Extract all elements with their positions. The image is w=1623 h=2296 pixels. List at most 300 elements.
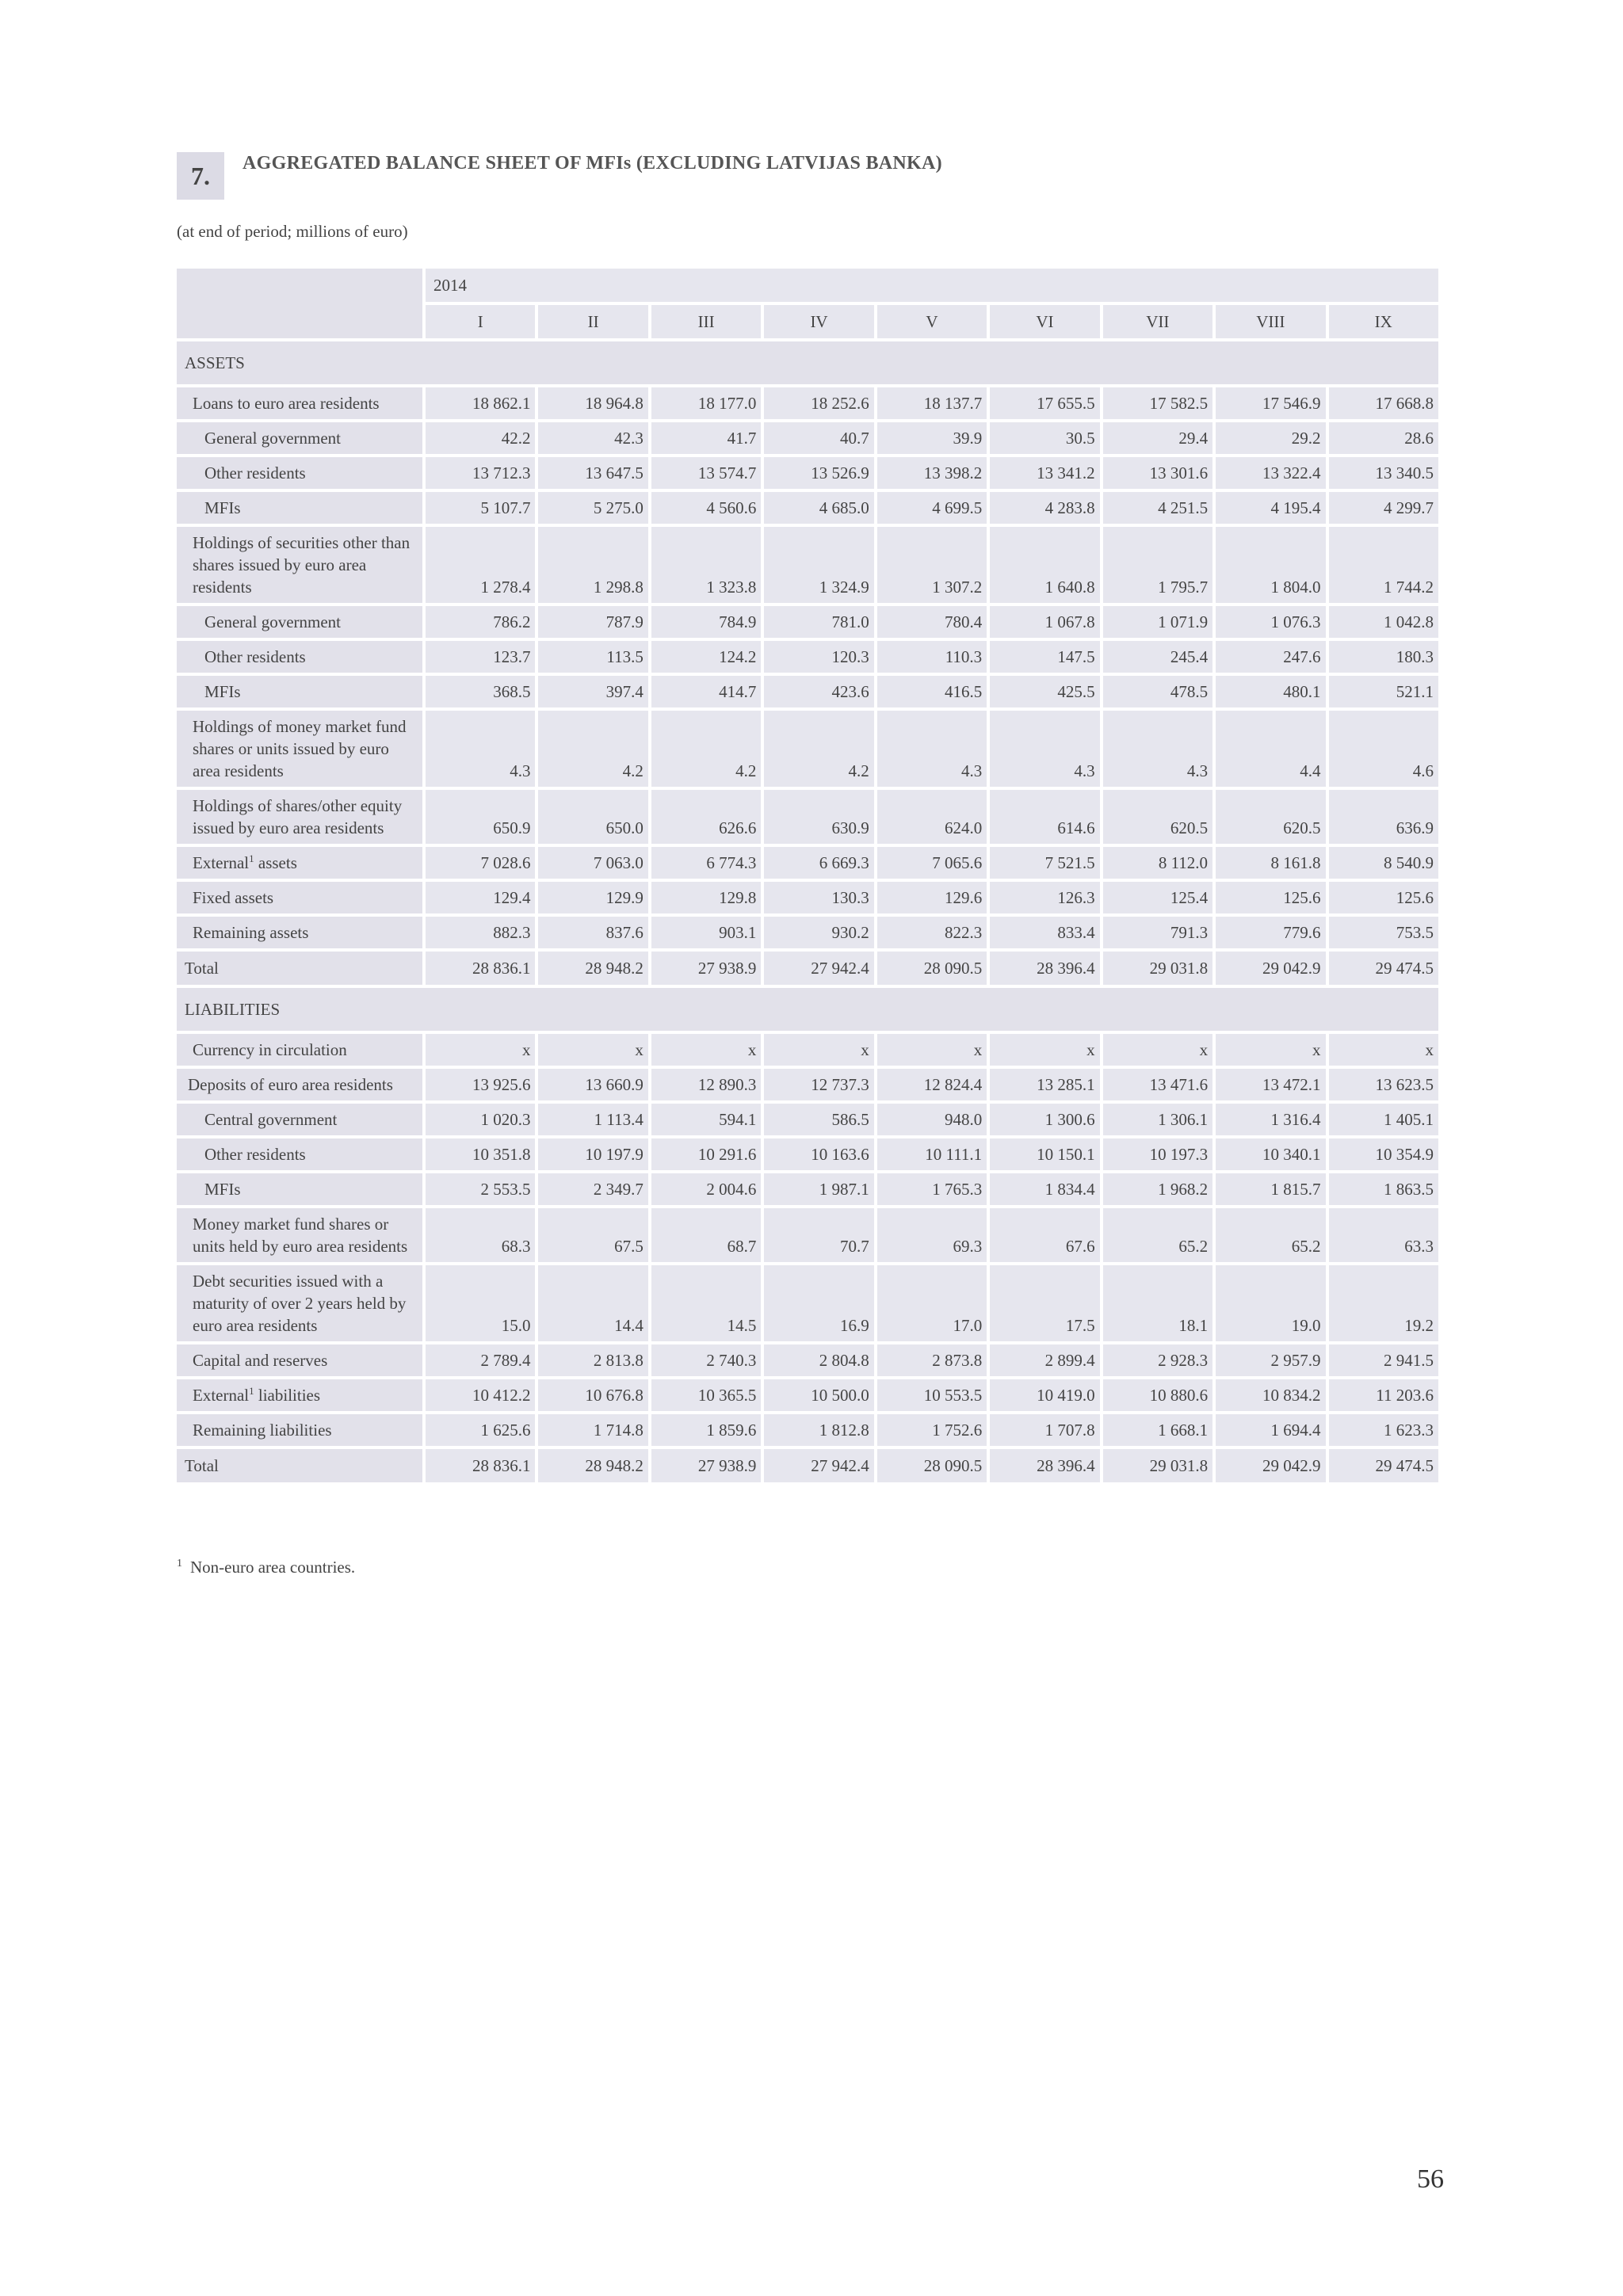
value-cell: 620.5	[1216, 790, 1325, 844]
value-cell: 29.4	[1103, 422, 1212, 454]
row-label-text: Total	[185, 959, 219, 978]
value-cell: 2 004.6	[651, 1173, 761, 1205]
value-cell: 4.2	[538, 711, 647, 787]
table-row	[177, 1173, 1438, 1205]
value-cell: 2 957.9	[1216, 1344, 1325, 1376]
value-cell: 4 283.8	[990, 492, 1099, 524]
value-cell: 12 890.3	[651, 1069, 761, 1100]
value-cell: 1 625.6	[426, 1414, 535, 1446]
row-label-text: Other residents	[204, 1145, 306, 1164]
value-cell: 28 396.4	[990, 952, 1099, 985]
row-label	[177, 387, 422, 419]
value-cell: 822.3	[877, 917, 987, 948]
value-cell: 7 063.0	[538, 847, 647, 879]
value-cell: 125.6	[1216, 882, 1325, 913]
value-cell: 594.1	[651, 1104, 761, 1135]
value-cell: 14.4	[538, 1265, 647, 1341]
value-cell: 10 150.1	[990, 1138, 1099, 1170]
value-cell: 125.4	[1103, 882, 1212, 913]
value-cell: 1 067.8	[990, 606, 1099, 638]
value-cell: 5 275.0	[538, 492, 647, 524]
value-cell: 68.3	[426, 1208, 535, 1262]
value-cell: 18.1	[1103, 1265, 1212, 1341]
row-label-text: Deposits of euro area residents	[188, 1075, 393, 1094]
value-cell: 2 349.7	[538, 1173, 647, 1205]
value-cell: 620.5	[1103, 790, 1212, 844]
value-cell: 4.3	[877, 711, 987, 787]
value-cell: 29 031.8	[1103, 952, 1212, 985]
value-cell: 17.0	[877, 1265, 987, 1341]
value-cell: 12 824.4	[877, 1069, 987, 1100]
value-cell: 636.9	[1329, 790, 1439, 844]
value-cell: 2 928.3	[1103, 1344, 1212, 1376]
row-label-text: Holdings of money market fund shares or units issued by euro area residents	[193, 717, 407, 780]
value-cell: 4.3	[426, 711, 535, 787]
value-cell: 833.4	[990, 917, 1099, 948]
value-cell: x	[764, 1034, 873, 1066]
row-label-text: Remaining assets	[193, 923, 309, 942]
assets-heading: ASSETS	[177, 341, 1438, 384]
table-row	[177, 847, 1438, 879]
row-label	[177, 790, 422, 844]
value-cell: 13 526.9	[764, 457, 873, 489]
row-label	[177, 1344, 422, 1376]
value-cell: 13 472.1	[1216, 1069, 1325, 1100]
value-cell: 1 324.9	[764, 527, 873, 603]
value-cell: 630.9	[764, 790, 873, 844]
header-corner-cell	[177, 269, 422, 338]
value-cell: 624.0	[877, 790, 987, 844]
value-cell: 40.7	[764, 422, 873, 454]
value-cell: 67.5	[538, 1208, 647, 1262]
value-cell: 586.5	[764, 1104, 873, 1135]
row-label-text: Central government	[204, 1110, 338, 1129]
row-label-suffix: assets	[254, 853, 297, 872]
value-cell: 10 834.2	[1216, 1379, 1325, 1411]
month-header: VIII	[1216, 305, 1325, 338]
value-cell: 784.9	[651, 606, 761, 638]
table-row	[177, 606, 1438, 638]
value-cell: 65.2	[1103, 1208, 1212, 1262]
row-label	[177, 847, 422, 879]
value-cell: 17 582.5	[1103, 387, 1212, 419]
total-row	[177, 1449, 1438, 1482]
month-header: I	[426, 305, 535, 338]
value-cell: 1 405.1	[1329, 1104, 1439, 1135]
value-cell: 423.6	[764, 676, 873, 707]
value-cell: 626.6	[651, 790, 761, 844]
value-cell: 786.2	[426, 606, 535, 638]
table-row	[177, 882, 1438, 913]
value-cell: 28 090.5	[877, 1449, 987, 1482]
value-cell: x	[1329, 1034, 1439, 1066]
value-cell: 18 862.1	[426, 387, 535, 419]
value-cell: 1 623.3	[1329, 1414, 1439, 1446]
table-row	[177, 1138, 1438, 1170]
value-cell: 10 880.6	[1103, 1379, 1212, 1411]
row-label	[177, 952, 422, 985]
row-label-text: External	[193, 1386, 250, 1405]
footnote-reference: 1	[249, 1385, 254, 1397]
value-cell: 17.5	[990, 1265, 1099, 1341]
value-cell: 2 740.3	[651, 1344, 761, 1376]
row-label	[177, 457, 422, 489]
value-cell: 4 251.5	[1103, 492, 1212, 524]
row-label-text: Currency in circulation	[193, 1040, 347, 1059]
value-cell: 4.4	[1216, 711, 1325, 787]
value-cell: 29 042.9	[1216, 1449, 1325, 1482]
row-label-text: MFIs	[204, 1180, 241, 1199]
row-label	[177, 527, 422, 603]
table-row	[177, 1069, 1438, 1100]
value-cell: 126.3	[990, 882, 1099, 913]
value-cell: 13 574.7	[651, 457, 761, 489]
value-cell: 41.7	[651, 422, 761, 454]
value-cell: 10 163.6	[764, 1138, 873, 1170]
row-label-text: General government	[204, 612, 342, 631]
value-cell: 42.3	[538, 422, 647, 454]
value-cell: 1 744.2	[1329, 527, 1439, 603]
balance-sheet-table	[174, 265, 1442, 1486]
value-cell: 30.5	[990, 422, 1099, 454]
row-label-text: Total	[185, 1456, 219, 1475]
value-cell: 7 028.6	[426, 847, 535, 879]
value-cell: 42.2	[426, 422, 535, 454]
value-cell: 124.2	[651, 641, 761, 673]
value-cell: 1 752.6	[877, 1414, 987, 1446]
value-cell: 614.6	[990, 790, 1099, 844]
value-cell: 63.3	[1329, 1208, 1439, 1262]
year-header-row	[177, 269, 1438, 302]
value-cell: 10 365.5	[651, 1379, 761, 1411]
value-cell: 4.6	[1329, 711, 1439, 787]
value-cell: 480.1	[1216, 676, 1325, 707]
value-cell: 18 137.7	[877, 387, 987, 419]
value-cell: 1 859.6	[651, 1414, 761, 1446]
value-cell: 1 307.2	[877, 527, 987, 603]
table-row	[177, 527, 1438, 603]
value-cell: 29 474.5	[1329, 1449, 1439, 1482]
row-label	[177, 606, 422, 638]
value-cell: 8 112.0	[1103, 847, 1212, 879]
value-cell: 28 396.4	[990, 1449, 1099, 1482]
row-label	[177, 641, 422, 673]
footnote-marker: 1	[177, 1558, 182, 1569]
row-label	[177, 1414, 422, 1446]
value-cell: 13 398.2	[877, 457, 987, 489]
footnote	[177, 1558, 355, 1577]
value-cell: 67.6	[990, 1208, 1099, 1262]
value-cell: 10 197.9	[538, 1138, 647, 1170]
table-row	[177, 917, 1438, 948]
section-number: 7.	[177, 152, 224, 200]
table-row	[177, 1208, 1438, 1262]
units-subtitle: (at end of period; millions of euro)	[177, 222, 408, 241]
row-label-text: Other residents	[204, 647, 306, 666]
value-cell: 130.3	[764, 882, 873, 913]
value-cell: 10 500.0	[764, 1379, 873, 1411]
value-cell: 147.5	[990, 641, 1099, 673]
table-row	[177, 1265, 1438, 1341]
value-cell: 368.5	[426, 676, 535, 707]
value-cell: 8 540.9	[1329, 847, 1439, 879]
row-label-text: MFIs	[204, 498, 241, 517]
value-cell: 10 553.5	[877, 1379, 987, 1411]
value-cell: 11 203.6	[1329, 1379, 1439, 1411]
value-cell: 15.0	[426, 1265, 535, 1341]
value-cell: 1 298.8	[538, 527, 647, 603]
value-cell: 129.8	[651, 882, 761, 913]
value-cell: 4 299.7	[1329, 492, 1439, 524]
value-cell: 13 340.5	[1329, 457, 1439, 489]
value-cell: 1 707.8	[990, 1414, 1099, 1446]
value-cell: x	[1103, 1034, 1212, 1066]
value-cell: 247.6	[1216, 641, 1325, 673]
value-cell: 4 699.5	[877, 492, 987, 524]
page-number: 56	[1417, 2164, 1444, 2194]
value-cell: 753.5	[1329, 917, 1439, 948]
value-cell: 129.6	[877, 882, 987, 913]
row-label	[177, 711, 422, 787]
row-label	[177, 917, 422, 948]
value-cell: 1 804.0	[1216, 527, 1325, 603]
value-cell: 4.2	[651, 711, 761, 787]
value-cell: 1 042.8	[1329, 606, 1439, 638]
total-row	[177, 952, 1438, 985]
value-cell: 4 685.0	[764, 492, 873, 524]
value-cell: 779.6	[1216, 917, 1325, 948]
value-cell: 1 323.8	[651, 527, 761, 603]
value-cell: 68.7	[651, 1208, 761, 1262]
value-cell: 29.2	[1216, 422, 1325, 454]
value-cell: 930.2	[764, 917, 873, 948]
row-label	[177, 1379, 422, 1411]
value-cell: 19.2	[1329, 1265, 1439, 1341]
table-row	[177, 1414, 1438, 1446]
row-label-text: External	[193, 853, 250, 872]
value-cell: 10 419.0	[990, 1379, 1099, 1411]
value-cell: 4.3	[1103, 711, 1212, 787]
value-cell: 948.0	[877, 1104, 987, 1135]
value-cell: 2 553.5	[426, 1173, 535, 1205]
value-cell: 28 948.2	[538, 1449, 647, 1482]
value-cell: 129.9	[538, 882, 647, 913]
value-cell: 10 291.6	[651, 1138, 761, 1170]
row-label	[177, 1208, 422, 1262]
value-cell: x	[1216, 1034, 1325, 1066]
row-label-text: Holdings of securities other than shares issued by euro area residents	[193, 533, 411, 597]
value-cell: 1 071.9	[1103, 606, 1212, 638]
value-cell: 10 676.8	[538, 1379, 647, 1411]
footnote-text: Non-euro area countries.	[190, 1558, 356, 1577]
table-row	[177, 790, 1438, 844]
row-label-text: Capital and reserves	[193, 1351, 328, 1370]
value-cell: 70.7	[764, 1208, 873, 1262]
value-cell: 17 655.5	[990, 387, 1099, 419]
row-label	[177, 492, 422, 524]
value-cell: 8 161.8	[1216, 847, 1325, 879]
value-cell: 14.5	[651, 1265, 761, 1341]
month-header: IX	[1329, 305, 1439, 338]
value-cell: 18 964.8	[538, 387, 647, 419]
value-cell: 397.4	[538, 676, 647, 707]
row-label-text: Debt securities issued with a maturity of over 2 years held by euro area residents	[193, 1272, 407, 1335]
row-label-text: General government	[204, 429, 342, 448]
value-cell: x	[651, 1034, 761, 1066]
value-cell: x	[538, 1034, 647, 1066]
value-cell: 13 712.3	[426, 457, 535, 489]
value-cell: 1 795.7	[1103, 527, 1212, 603]
value-cell: 27 938.9	[651, 952, 761, 985]
value-cell: 1 863.5	[1329, 1173, 1439, 1205]
value-cell: 4.3	[990, 711, 1099, 787]
value-cell: 10 412.2	[426, 1379, 535, 1411]
value-cell: 10 197.3	[1103, 1138, 1212, 1170]
row-label	[177, 422, 422, 454]
value-cell: 5 107.7	[426, 492, 535, 524]
value-cell: 10 340.1	[1216, 1138, 1325, 1170]
row-label-text: Money market fund shares or units held by euro area residents	[193, 1215, 408, 1256]
value-cell: 17 668.8	[1329, 387, 1439, 419]
value-cell: 2 941.5	[1329, 1344, 1439, 1376]
table-row	[177, 387, 1438, 419]
value-cell: 1 968.2	[1103, 1173, 1212, 1205]
value-cell: 19.0	[1216, 1265, 1325, 1341]
value-cell: 2 873.8	[877, 1344, 987, 1376]
row-label-suffix: liabilities	[254, 1386, 321, 1405]
value-cell: 180.3	[1329, 641, 1439, 673]
value-cell: 1 020.3	[426, 1104, 535, 1135]
table-row	[177, 457, 1438, 489]
value-cell: 39.9	[877, 422, 987, 454]
value-cell: 28 948.2	[538, 952, 647, 985]
row-label	[177, 676, 422, 707]
value-cell: 1 765.3	[877, 1173, 987, 1205]
year-header: 2014	[426, 269, 1438, 302]
value-cell: 1 076.3	[1216, 606, 1325, 638]
row-label-text: Holdings of shares/other equity issued by euro area residents	[193, 796, 403, 837]
value-cell: 123.7	[426, 641, 535, 673]
value-cell: 18 177.0	[651, 387, 761, 419]
row-label	[177, 1173, 422, 1205]
value-cell: 129.4	[426, 882, 535, 913]
value-cell: 13 301.6	[1103, 457, 1212, 489]
value-cell: 1 694.4	[1216, 1414, 1325, 1446]
value-cell: 113.5	[538, 641, 647, 673]
value-cell: 416.5	[877, 676, 987, 707]
value-cell: 837.6	[538, 917, 647, 948]
value-cell: 13 623.5	[1329, 1069, 1439, 1100]
value-cell: 781.0	[764, 606, 873, 638]
value-cell: 780.4	[877, 606, 987, 638]
value-cell: 425.5	[990, 676, 1099, 707]
value-cell: 13 660.9	[538, 1069, 647, 1100]
liabilities-heading: LIABILITIES	[177, 988, 1438, 1031]
value-cell: 10 354.9	[1329, 1138, 1439, 1170]
value-cell: 1 113.4	[538, 1104, 647, 1135]
value-cell: x	[877, 1034, 987, 1066]
value-cell: 903.1	[651, 917, 761, 948]
table-row	[177, 641, 1438, 673]
table-row	[177, 1344, 1438, 1376]
table-row	[177, 711, 1438, 787]
assets-heading-row	[177, 341, 1438, 384]
value-cell: 65.2	[1216, 1208, 1325, 1262]
value-cell: 4 195.4	[1216, 492, 1325, 524]
value-cell: 29 042.9	[1216, 952, 1325, 985]
row-label	[177, 882, 422, 913]
row-label-text: Remaining liabilities	[193, 1421, 332, 1440]
value-cell: 1 278.4	[426, 527, 535, 603]
value-cell: 18 252.6	[764, 387, 873, 419]
value-cell: 1 714.8	[538, 1414, 647, 1446]
month-header: VI	[990, 305, 1099, 338]
value-cell: 4 560.6	[651, 492, 761, 524]
value-cell: 28 090.5	[877, 952, 987, 985]
value-cell: 7 065.6	[877, 847, 987, 879]
value-cell: 1 306.1	[1103, 1104, 1212, 1135]
value-cell: 650.0	[538, 790, 647, 844]
table-row	[177, 1379, 1438, 1411]
value-cell: 245.4	[1103, 641, 1212, 673]
value-cell: 2 813.8	[538, 1344, 647, 1376]
value-cell: 1 834.4	[990, 1173, 1099, 1205]
liabilities-heading-row	[177, 988, 1438, 1031]
value-cell: 28.6	[1329, 422, 1439, 454]
value-cell: 1 300.6	[990, 1104, 1099, 1135]
row-label	[177, 1034, 422, 1066]
value-cell: 17 546.9	[1216, 387, 1325, 419]
table-row	[177, 422, 1438, 454]
value-cell: 882.3	[426, 917, 535, 948]
value-cell: 414.7	[651, 676, 761, 707]
value-cell: 521.1	[1329, 676, 1439, 707]
row-label-text: Loans to euro area residents	[193, 394, 380, 413]
value-cell: 27 938.9	[651, 1449, 761, 1482]
table-row	[177, 1034, 1438, 1066]
value-cell: 1 812.8	[764, 1414, 873, 1446]
value-cell: 478.5	[1103, 676, 1212, 707]
value-cell: 2 804.8	[764, 1344, 873, 1376]
value-cell: 13 925.6	[426, 1069, 535, 1100]
row-label	[177, 1138, 422, 1170]
table-row	[177, 492, 1438, 524]
value-cell: 120.3	[764, 641, 873, 673]
month-header: V	[877, 305, 987, 338]
value-cell: 1 640.8	[990, 527, 1099, 603]
table-row	[177, 1104, 1438, 1135]
value-cell: 7 521.5	[990, 847, 1099, 879]
value-cell: 1 316.4	[1216, 1104, 1325, 1135]
value-cell: 787.9	[538, 606, 647, 638]
month-header: VII	[1103, 305, 1212, 338]
value-cell: 28 836.1	[426, 952, 535, 985]
value-cell: 6 774.3	[651, 847, 761, 879]
value-cell: 1 668.1	[1103, 1414, 1212, 1446]
value-cell: 12 737.3	[764, 1069, 873, 1100]
value-cell: 29 474.5	[1329, 952, 1439, 985]
value-cell: 29 031.8	[1103, 1449, 1212, 1482]
value-cell: 27 942.4	[764, 952, 873, 985]
value-cell: 10 111.1	[877, 1138, 987, 1170]
table-row	[177, 676, 1438, 707]
value-cell: 2 789.4	[426, 1344, 535, 1376]
value-cell: 6 669.3	[764, 847, 873, 879]
value-cell: 125.6	[1329, 882, 1439, 913]
value-cell: 4.2	[764, 711, 873, 787]
row-label-text: Other residents	[204, 463, 306, 482]
value-cell: 650.9	[426, 790, 535, 844]
